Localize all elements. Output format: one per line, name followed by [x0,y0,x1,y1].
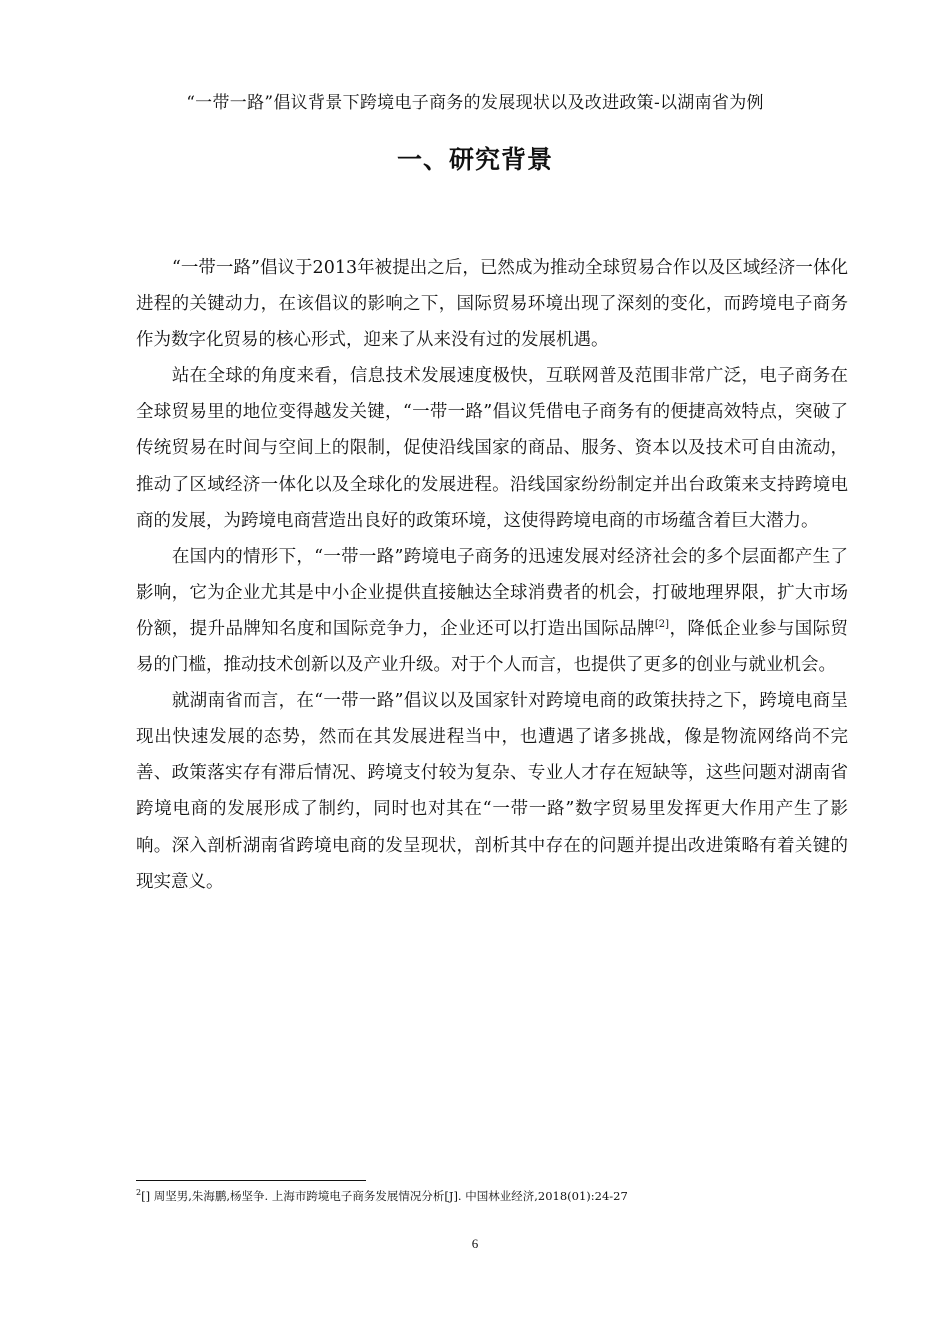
paragraph-1: “一带一路”倡议于2013年被提出之后，已然成为推动全球贸易合作以及区域经济一体化进程的关键动力，在该倡议的影响之下，国际贸易环境出现了深刻的变化，而跨境电子商务作为数字化贸易的核心形式，迎来了从来没有过的发展机遇。 [136,258,848,351]
citation-ref: [2] [654,619,670,631]
running-header: “一带一路”倡议背景下跨境电子商务的发展现状以及改进政策-以湖南省为例 [186,93,764,113]
body-text [136,250,848,900]
section-title: 一、研究背景 [396,145,553,174]
footnote-text: [] 周坚男,朱海鹏,杨坚争. 上海市跨境电子商务发展情况分析[J]. 中国林业经济,2018(01):24-27 [141,1189,628,1203]
paragraph-2: 站在全球的角度来看，信息技术发展速度极快，互联网普及范围非常广泛，电子商务在全球贸易里的地位变得越发关键，“一带一路”倡议凭借电子商务有的便捷高效特点，突破了传统贸易在时间与空间上的限制，促使沿线国家的商品、服务、资本以及技术可自由流动，推动了区域经济一体化以及全球化的发展进程。沿线国家纷纷制定并出台政策来支持跨境电商的发展，为跨境电商营造出良好的政策环境，这使得跨境电商的市场蕴含着巨大潜力。 [136,366,848,531]
page-number: 6 [471,1236,479,1251]
paragraph-4: 就湖南省而言，在“一带一路”倡议以及国家针对跨境电商的政策扶持之下，跨境电商呈现出快速发展的态势，然而在其发展进程当中，也遭遇了诸多挑战，像是物流网络尚不完善、政策落实存有滞后情况、跨境支付较为复杂、专业人才存在短缺等，这些问题对湖南省跨境电商的发展形成了制约，同时也对其在“一带一路”数字贸易里发挥更大作用产生了影响。深入剖析湖南省跨境电商的发呈现状，剖析其中存在的问题并提出改进策略有着关键的现实意义。 [136,691,848,892]
footnote-divider [136,1180,366,1181]
footnote [136,1188,628,1204]
paragraph-3-text-after: ，降低企业参与国际贸易的门槛，推动技术创新以及产业升级。对于个人而言，也提供了更多的创业与就业机会。 [136,618,849,676]
paragraph-3 [136,539,848,683]
paragraph-3-text-before: 在国内的情形下，“一带一路”跨境电子商务的迅速发展对经济社会的多个层面都产生了影响，它为企业尤其是中小企业提供直接触达全球消费者的机会，打破地理界限，扩大市场份额，提升品牌知名度和国际竞争力，企业还可以打造出国际品牌 [136,546,848,639]
footnote-mark: 2 [136,1188,142,1198]
